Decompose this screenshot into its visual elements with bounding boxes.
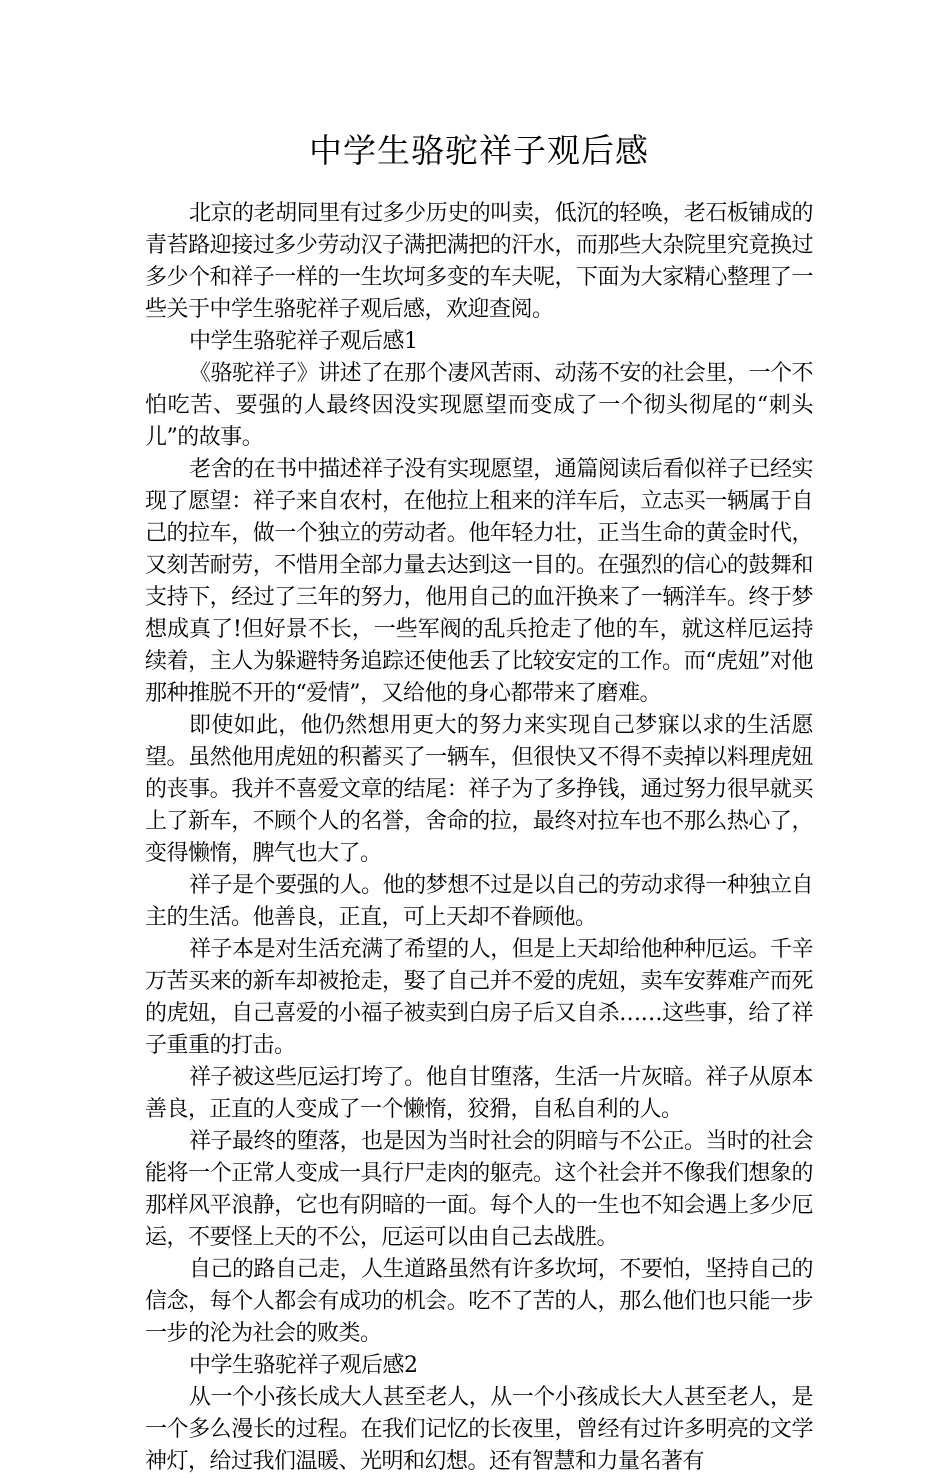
paragraph: 《骆驼祥子》讲述了在那个凄风苦雨、动荡不安的社会里，一个不怕吃苦、要强的人最终因没实现愿望而变成了一个彻头彻尾的“刺头儿”的故事。 [145,361,813,450]
paragraph: 从一个小孩长成大人甚至老人，从一个小孩成长大人甚至老人，是一个多么漫长的过程。在我们记忆的长夜里，曾经有过许多明亮的文学神灯，给过我们温暖、光明和幻想。还有智慧和力量名著有 [145,1385,813,1474]
section-heading: 中学生骆驼祥子观后感2 [189,1353,418,1378]
paragraph: 祥子最终的堕落，也是因为当时社会的阴暗与不公正。当时的社会能将一个正常人变成一具行尸走肉的躯壳。这个社会并不像我们想象的那样风平浪静，它也有阴暗的一面。每个人的一生也不知会遇上多少厄运，不要怪上天的不公，厄运可以由自己去战胜。 [145,1129,813,1250]
document-title: 中学生骆驼祥子观后感 [309,131,649,170]
paragraph: 北京的老胡同里有过多少历史的叫卖，低沉的轻唤，老石板铺成的青苔路迎接过多少劳动汉子满把满把的汗水，而那些大杂院里究竟换过多少个和祥子一样的一生坎坷多变的车夫呢，下面为大家精心整理了一些关于中学生骆驼祥子观后感，欢迎查阅。 [145,201,813,322]
paragraph: 祥子是个要强的人。他的梦想不过是以自己的劳动求得一种独立自主的生活。他善良，正直，可上天却不眷顾他。 [145,873,813,930]
document-body [145,198,813,1478]
paragraph: 即使如此，他仍然想用更大的努力来实现自己梦寐以求的生活愿望。虽然他用虎妞的积蓄买了一辆车，但很快又不得不卖掉以料理虎妞的丧事。我并不喜爱文章的结尾：祥子为了多挣钱，通过努力很早就买上了新车，不顾个人的名誉，舍命的拉，最终对拉车也不那么热心了，变得懒惰，脾气也大了。 [145,713,813,866]
paragraph: 祥子被这些厄运打垮了。他自甘堕落，生活一片灰暗。祥子从原本善良，正直的人变成了一个懒惰，狡猾，自私自利的人。 [145,1065,813,1122]
paragraph: 老舍的在书中描述祥子没有实现愿望，通篇阅读后看似祥子已经实现了愿望：祥子来自农村，在他拉上租来的洋车后，立志买一辆属于自己的拉车，做一个独立的劳动者。他年轻力壮，正当生命的黄金时代，又刻苦耐劳，不惜用全部力量去达到这一目的。在强烈的信心的鼓舞和支持下，经过了三年的努力，他用自己的血汗换来了一辆洋车。终于梦想成真了!但好景不长，一些军阀的乱兵抢走了他的车，就这样厄运持续着，主人为躲避特务追踪还使他丢了比较安定的工作。而“虎妞”对他那种推脱不开的“爱情”，又给他的身心都带来了磨难。 [145,457,813,706]
section-heading: 中学生骆驼祥子观后感1 [189,329,418,354]
paragraph: 祥子本是对生活充满了希望的人，但是上天却给他种种厄运。千辛万苦买来的新车却被抢走，娶了自己并不爱的虎妞，卖车安葬难产而死的虎妞，自己喜爱的小福子被卖到白房子后又自杀……这些事，给了祥子重重的打击。 [145,937,813,1058]
paragraph: 自己的路自己走，人生道路虽然有许多坎坷，不要怕，坚持自己的信念，每个人都会有成功的机会。吃不了苦的人，那么他们也只能一步一步的沦为社会的败类。 [145,1257,813,1346]
document-page [145,124,813,1478]
